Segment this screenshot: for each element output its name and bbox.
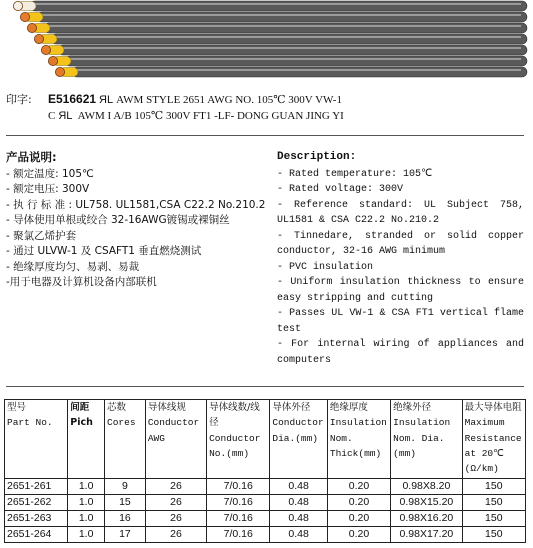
col-header-pitch: 间距 Pich <box>68 400 105 479</box>
table-cell: 7/0.16 <box>207 495 270 511</box>
table-cell: 15 <box>105 495 146 511</box>
table-row <box>5 495 526 511</box>
col-header-part-no: 型号 Part No. <box>5 400 68 479</box>
table-cell: 17 <box>105 527 146 543</box>
table-cell: 7/0.16 <box>207 479 270 495</box>
table-cell: 150 <box>462 527 525 543</box>
table-cell: 16 <box>105 511 146 527</box>
cn-title: 产品说明: <box>6 150 57 164</box>
col-header-conductor-awg: 导体线规 Conductor AWG <box>145 400 206 479</box>
table-cell: 7/0.16 <box>207 527 270 543</box>
spec-table <box>4 399 526 543</box>
cn-description <box>6 150 268 291</box>
ul-mark-icon: ЯL <box>99 94 114 106</box>
en-item: - Uniform insulation thickness to ensure easy stripping and cutting <box>277 277 524 304</box>
table-cell: 0.20 <box>327 527 390 543</box>
table-cell: 0.48 <box>270 495 327 511</box>
col-header-conductor-no: 导体线数/线径 Conductor No.(mm) <box>207 400 270 479</box>
table-row <box>5 479 526 495</box>
cn-item: - 聚氯乙烯护套 <box>6 229 77 242</box>
print-line1-text: AWM STYLE 2651 AWG NO. 105℃ 300V VW-1 <box>116 94 342 106</box>
col-header-insulation-dia: 绝缘外径 Insulation Nom. Dia. (mm) <box>391 400 462 479</box>
col-header-cores: 芯数 Cores <box>105 400 146 479</box>
table-cell: 0.48 <box>270 527 327 543</box>
col-header-conductor-dia: 导体外径 Conductor Dia.(mm) <box>270 400 327 479</box>
cable-wire <box>34 34 527 44</box>
cn-item: -用于电器及计算机设备内部联机 <box>6 276 157 288</box>
table-cell: 0.98X17.20 <box>391 527 462 543</box>
en-item: - Tinnedare, stranded or solid copper conductor, 32-16 AWG minimum <box>277 230 524 257</box>
divider-bottom <box>6 386 524 387</box>
en-description <box>277 150 524 368</box>
table-row <box>5 511 526 527</box>
table-cell: 7/0.16 <box>207 511 270 527</box>
cable-wire <box>41 45 527 55</box>
cn-item: - 额定温度: 105℃ <box>6 167 94 180</box>
table-cell: 2651-264 <box>5 527 68 543</box>
table-cell: 0.48 <box>270 511 327 527</box>
en-item: - Rated voltage: 300V <box>277 184 404 195</box>
table-cell: 26 <box>145 527 206 543</box>
en-item: - For internal wiring of appliances and computers <box>277 339 524 366</box>
cn-item: - 通过 ULVW-1 及 CSAFT1 垂直燃烧测试 <box>6 245 202 257</box>
print-marking <box>6 91 526 124</box>
col-header-insulation-thick: 绝缘厚度 Insulation Nom. Thick(mm) <box>327 400 390 479</box>
table-cell: 1.0 <box>68 495 105 511</box>
table-header-row <box>5 400 526 479</box>
table-cell: 0.98X15.20 <box>391 495 462 511</box>
table-cell: 1.0 <box>68 511 105 527</box>
table-cell: 0.20 <box>327 511 390 527</box>
table-cell: 2651-261 <box>5 479 68 495</box>
cn-item: - 导体使用单根或绞合 32-16AWG镀锡或裸铜丝 <box>6 214 230 226</box>
en-item: - Passes UL VW-1 & CSA FT1 vertical flame test <box>277 308 524 335</box>
print-code: E516621 <box>48 92 97 106</box>
table-cell: 0.98X8.20 <box>391 479 462 495</box>
table-cell: 2651-263 <box>5 511 68 527</box>
print-line2-text: AWM I A/B 105℃ 300V FT1 -LF- DONG GUAN JING YI <box>77 110 344 122</box>
en-item: - PVC insulation <box>277 261 374 273</box>
cable-wire <box>27 23 527 33</box>
en-title: Description: <box>277 151 357 163</box>
cn-item: - 额定电压: 300V <box>6 183 90 195</box>
table-cell: 0.20 <box>327 479 390 495</box>
table-cell: 0.98X16.20 <box>391 511 462 527</box>
table-cell: 26 <box>145 495 206 511</box>
flat-cable-image <box>0 0 533 92</box>
table-cell: 26 <box>145 479 206 495</box>
table-row <box>5 527 526 543</box>
cn-item: - 执 行 标 准 : UL758. UL1581,CSA C22.2 No.210.2 <box>6 198 266 211</box>
cable-wire <box>48 56 527 66</box>
en-item: - Rated temperature: 105℃ <box>277 168 433 180</box>
table-cell: 0.48 <box>270 479 327 495</box>
table-cell: 150 <box>462 479 525 495</box>
cable-wire <box>55 67 527 77</box>
col-header-resistance: 最大导体电阻 Maximum Resistance at 20℃ (Ω/km) <box>462 400 525 479</box>
print-line2-prefix: C <box>48 110 56 122</box>
cul-mark-icon: ЯL <box>58 110 73 122</box>
table-cell: 2651-262 <box>5 495 68 511</box>
table-cell: 1.0 <box>68 479 105 495</box>
spec-table-wrap <box>4 399 526 543</box>
table-cell: 1.0 <box>68 527 105 543</box>
print-label: 印字: <box>6 93 32 106</box>
table-cell: 26 <box>145 511 206 527</box>
cable-wire <box>13 1 527 11</box>
table-cell: 150 <box>462 511 525 527</box>
en-item: - Reference standard: UL Subject 758, UL1581 & CSA C22.2 No.210.2 <box>277 199 524 226</box>
cable-wire <box>20 12 527 22</box>
table-cell: 9 <box>105 479 146 495</box>
divider-top <box>6 135 524 136</box>
table-cell: 0.20 <box>327 495 390 511</box>
table-cell: 150 <box>462 495 525 511</box>
cn-item: - 绝缘厚度均匀、易剥、易裁 <box>6 260 140 273</box>
